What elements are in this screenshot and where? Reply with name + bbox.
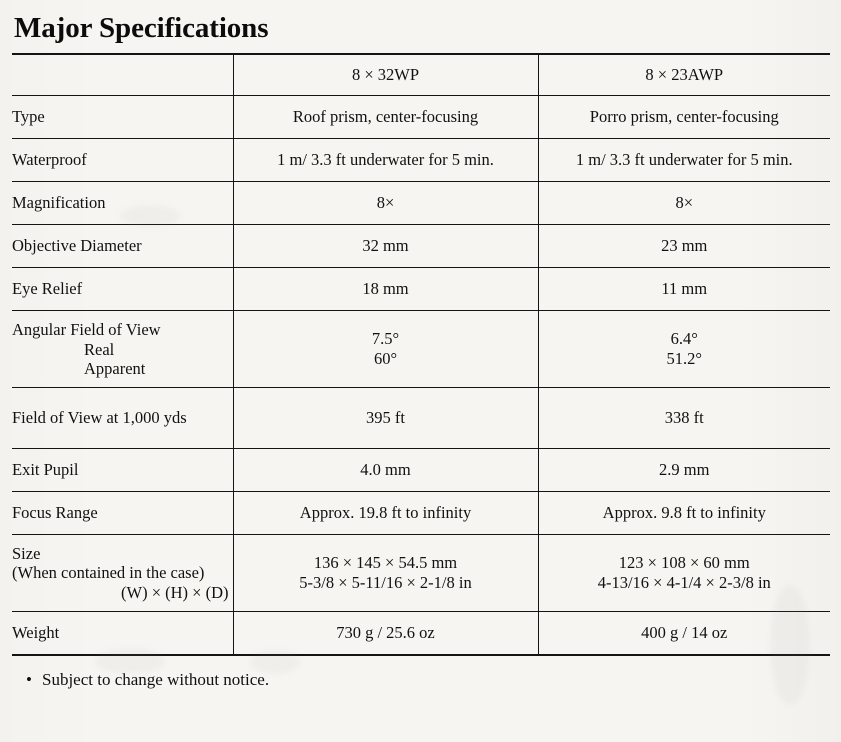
- row-value-exit-pupil-col1: 4.0 mm: [233, 449, 538, 492]
- size-imperial-col2: 4-13/16 × 4-1/4 × 2-3/8 in: [597, 573, 771, 592]
- row-value-magnification-col2: 8×: [538, 182, 830, 225]
- header-column-2: 8 × 23AWP: [538, 54, 830, 96]
- row-label-angular-field-of-view: [12, 311, 233, 388]
- page-title: Major Specifications: [14, 12, 269, 44]
- row-value-waterproof-col2: 1 m/ 3.3 ft underwater for 5 min.: [538, 139, 830, 182]
- row-value-waterproof-col1: 1 m/ 3.3 ft underwater for 5 min.: [233, 139, 538, 182]
- angular-fov-apparent-col2: 51.2°: [666, 349, 702, 368]
- size-metric-col2: 123 × 108 × 60 mm: [618, 553, 750, 573]
- size-main-label: Size: [12, 543, 41, 563]
- row-value-size-col2: [538, 535, 830, 612]
- table-row: [12, 182, 830, 225]
- header-blank-cell: [12, 54, 233, 96]
- row-label-eye-relief: Eye Relief: [12, 268, 233, 311]
- row-label-focus-range: Focus Range: [12, 492, 233, 535]
- row-value-focus-range-col1: Approx. 19.8 ft to infinity: [233, 492, 538, 535]
- angular-fov-apparent-col1: 60°: [373, 349, 398, 368]
- table-row: [12, 492, 830, 535]
- row-value-angular-fov-col2: [538, 311, 830, 388]
- row-value-weight-col2: 400 g / 14 oz: [538, 612, 830, 656]
- angular-fov-real-label: Real: [84, 339, 115, 359]
- header-column-1: 8 × 32WP: [233, 54, 538, 96]
- table-row: [12, 225, 830, 268]
- table-header-row: [12, 54, 830, 96]
- table-row: [12, 96, 830, 139]
- row-value-angular-fov-col1: [233, 311, 538, 388]
- specifications-table: [12, 53, 830, 656]
- row-label-exit-pupil: Exit Pupil: [12, 449, 233, 492]
- row-value-size-col1: [233, 535, 538, 612]
- row-value-field-of-view-col1: 395 ft: [233, 388, 538, 449]
- size-imperial-col1: 5-3/8 × 5-11/16 × 2-1/8 in: [299, 573, 472, 592]
- footnote-text: Subject to change without notice.: [42, 670, 270, 689]
- row-value-weight-col1: 730 g / 25.6 oz: [233, 612, 538, 656]
- row-value-field-of-view-col2: 338 ft: [538, 388, 830, 449]
- table-row: [12, 535, 830, 612]
- bullet-icon: •: [26, 670, 32, 689]
- table-row: [12, 388, 830, 449]
- row-label-type: Type: [12, 96, 233, 139]
- footnote: [26, 669, 833, 691]
- row-value-exit-pupil-col2: 2.9 mm: [538, 449, 830, 492]
- table-row: [12, 268, 830, 311]
- angular-fov-main-label: Angular Field of View: [12, 320, 161, 340]
- row-label-size: [12, 535, 233, 612]
- row-label-field-of-view-1000yds: Field of View at 1,000 yds: [12, 388, 233, 449]
- angular-fov-real-col2: 6.4°: [670, 329, 698, 349]
- row-label-waterproof: Waterproof: [12, 139, 233, 182]
- size-case-note: (When contained in the case): [12, 563, 205, 583]
- table-row: [12, 449, 830, 492]
- row-label-magnification: Magnification: [12, 182, 233, 225]
- row-value-objective-diameter-col1: 32 mm: [233, 225, 538, 268]
- size-metric-col1: 136 × 145 × 54.5 mm: [313, 553, 458, 573]
- row-value-type-col2: Porro prism, center-focusing: [538, 96, 830, 139]
- table-row: [12, 139, 830, 182]
- row-value-eye-relief-col1: 18 mm: [233, 268, 538, 311]
- row-label-weight: Weight: [12, 612, 233, 656]
- row-value-type-col1: Roof prism, center-focusing: [233, 96, 538, 139]
- row-value-magnification-col1: 8×: [233, 182, 538, 225]
- row-value-objective-diameter-col2: 23 mm: [538, 225, 830, 268]
- angular-fov-apparent-label: Apparent: [84, 358, 146, 378]
- row-value-focus-range-col2: Approx. 9.8 ft to infinity: [538, 492, 830, 535]
- size-dimension-order: (W) × (H) × (D): [121, 582, 229, 602]
- table-row: [12, 612, 830, 656]
- row-label-objective-diameter: Objective Diameter: [12, 225, 233, 268]
- row-value-eye-relief-col2: 11 mm: [538, 268, 830, 311]
- table-row: [12, 311, 830, 388]
- angular-fov-real-col1: 7.5°: [371, 329, 400, 349]
